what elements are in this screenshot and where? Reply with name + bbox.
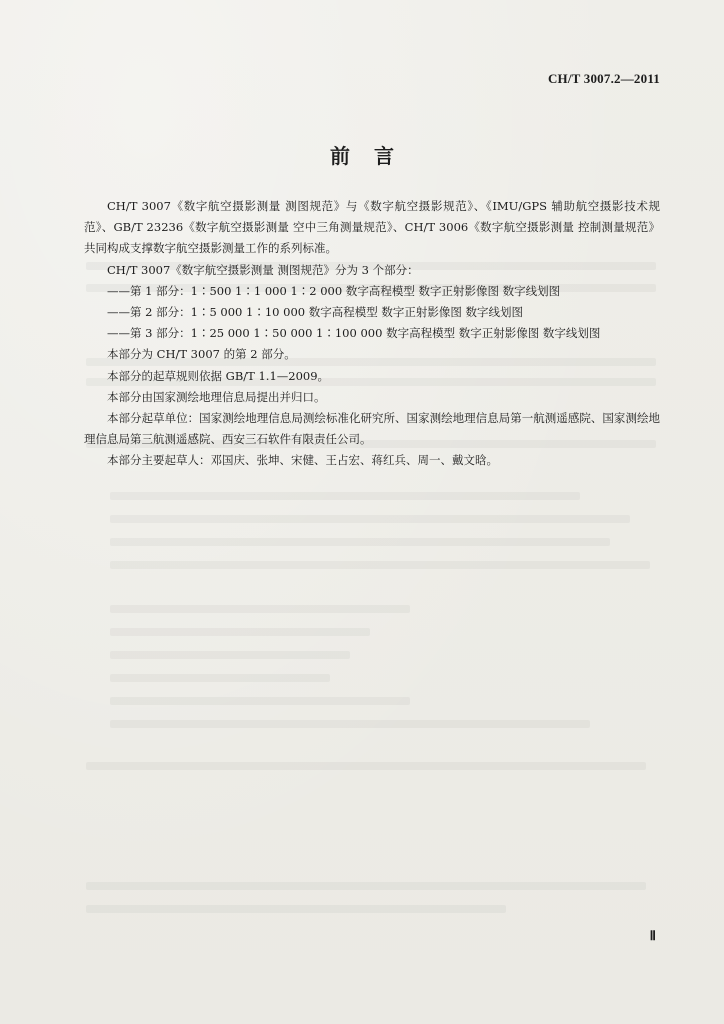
foreword-body (84, 196, 660, 472)
paragraph-parts-intro: CH/T 3007《数字航空摄影测量 测图规范》分为 3 个部分： (107, 262, 419, 277)
paragraph-drafting-rules: 本部分的起草规则依据 GB/T 1.1—2009。 (107, 368, 330, 383)
show-through-text (110, 605, 410, 613)
show-through-text (110, 697, 410, 705)
paragraph-series-standards: CH/T 3007《数字航空摄影测量 测图规范》与《数字航空摄影规范》、《IMU/GPS 辅助航空摄影技术规范》、GB/T 23236《数字航空摄影测量 空中三角测量规范》、CH/T 3006《数字航空摄影测量 控制测量规范》共同构成支撑数字航空摄影测量工作的系列标准。 (84, 199, 660, 256)
show-through-text (110, 651, 350, 659)
paragraph-proposer: 本部分由国家测绘地理信息局提出并归口。 (107, 389, 326, 404)
show-through-text (86, 905, 506, 913)
list-item-part-2: ——第 2 部分：1∶5 000 1∶10 000 数字高程模型 数字正射影像图 数字线划图 (107, 305, 524, 320)
paragraph-drafters: 本部分主要起草人：邓国庆、张坤、宋健、王占宏、蒋红兵、周一、戴文晗。 (107, 453, 498, 468)
show-through-text (110, 492, 580, 500)
list-item-part-3: ——第 3 部分：1∶25 000 1∶50 000 1∶100 000 数字高程模型 数字正射影像图 数字线划图 (107, 326, 601, 341)
show-through-text (110, 538, 610, 546)
paragraph-drafting-units: 本部分起草单位：国家测绘地理信息局测绘标准化研究所、国家测绘地理信息局第一航测遥感院、国家测绘地理信息局第三航测遥感院、西安三石软件有限责任公司。 (84, 411, 660, 447)
show-through-text (86, 882, 646, 890)
show-through-text (110, 628, 370, 636)
paragraph-this-part: 本部分为 CH/T 3007 的第 2 部分。 (107, 347, 296, 362)
list-item-part-1: ——第 1 部分：1∶500 1∶1 000 1∶2 000 数字高程模型 数字正射影像图 数字线划图 (107, 283, 561, 298)
show-through-text (86, 762, 646, 770)
show-through-text (110, 674, 330, 682)
show-through-text (110, 720, 590, 728)
show-through-text (110, 515, 630, 523)
page-number: Ⅱ (649, 928, 656, 943)
page-title: 前言 (330, 144, 418, 168)
document-number: CH/T 3007.2—2011 (547, 71, 660, 86)
show-through-text (110, 561, 650, 569)
